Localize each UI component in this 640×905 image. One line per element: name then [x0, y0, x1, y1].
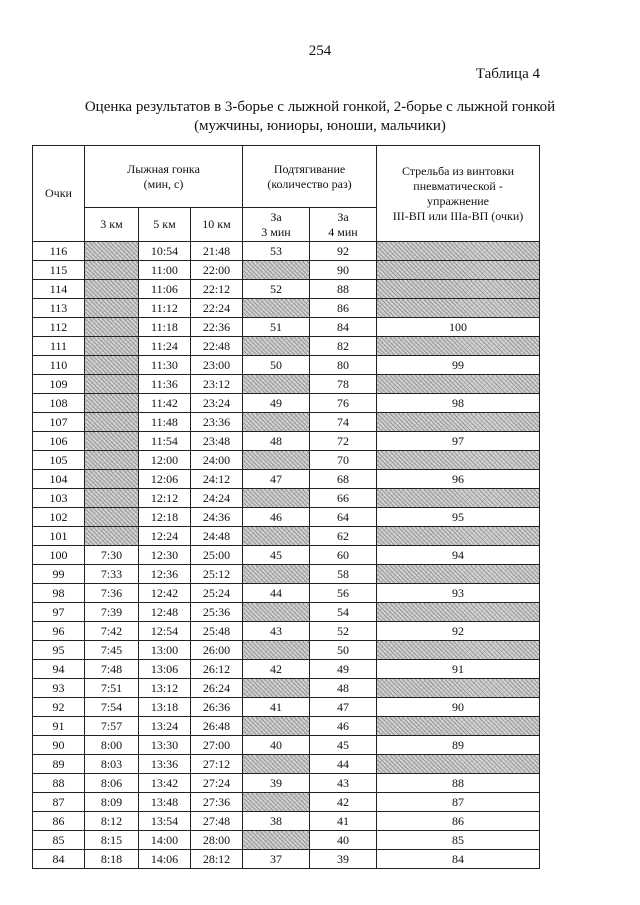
cell-pullups-3min: 53: [243, 242, 310, 261]
cell-ski-5km: 11:36: [139, 375, 191, 394]
cell-ski-10km: 24:48: [191, 527, 243, 546]
cell-points: 107: [33, 413, 85, 432]
cell-shooting: [377, 565, 540, 584]
table-row: [33, 413, 540, 432]
header-pullups-4min: [310, 208, 377, 242]
table-row: [33, 679, 540, 698]
table-row: [33, 774, 540, 793]
table-row: [33, 318, 540, 337]
cell-ski-5km: 13:36: [139, 755, 191, 774]
cell-ski-10km: 27:12: [191, 755, 243, 774]
cell-ski-3km: 8:09: [85, 793, 139, 812]
cell-shooting: 89: [377, 736, 540, 755]
cell-pullups-3min: [243, 603, 310, 622]
cell-pullups-4min: 82: [310, 337, 377, 356]
cell-pullups-3min: 41: [243, 698, 310, 717]
cell-points: 97: [33, 603, 85, 622]
cell-ski-3km: 7:36: [85, 584, 139, 603]
cell-pullups-3min: 39: [243, 774, 310, 793]
cell-ski-3km: 7:42: [85, 622, 139, 641]
header-pullups-line1: Подтягивание: [273, 161, 346, 176]
cell-ski-5km: 11:24: [139, 337, 191, 356]
cell-pullups-3min: 42: [243, 660, 310, 679]
cell-ski-3km: [85, 356, 139, 375]
cell-ski-10km: 28:12: [191, 850, 243, 869]
cell-pullups-4min: 72: [310, 432, 377, 451]
table-row: [33, 489, 540, 508]
cell-pullups-3min: 38: [243, 812, 310, 831]
cell-pullups-3min: [243, 527, 310, 546]
cell-pullups-4min: 41: [310, 812, 377, 831]
cell-pullups-3min: 49: [243, 394, 310, 413]
cell-pullups-4min: 56: [310, 584, 377, 603]
cell-ski-5km: 11:30: [139, 356, 191, 375]
cell-ski-10km: 28:00: [191, 831, 243, 850]
table-row: [33, 622, 540, 641]
cell-shooting: [377, 489, 540, 508]
table-row: [33, 375, 540, 394]
cell-pullups-4min: 74: [310, 413, 377, 432]
cell-ski-3km: [85, 489, 139, 508]
cell-pullups-3min: 44: [243, 584, 310, 603]
cell-ski-5km: 13:30: [139, 736, 191, 755]
cell-ski-10km: 25:00: [191, 546, 243, 565]
cell-points: 91: [33, 717, 85, 736]
cell-pullups-4min: 43: [310, 774, 377, 793]
cell-ski-5km: 12:24: [139, 527, 191, 546]
cell-pullups-3min: 47: [243, 470, 310, 489]
table-row: [33, 755, 540, 774]
table-row: [33, 394, 540, 413]
cell-pullups-3min: [243, 831, 310, 850]
cell-shooting: 87: [377, 793, 540, 812]
table-row: [33, 242, 540, 261]
table-row: [33, 470, 540, 489]
cell-ski-10km: 26:12: [191, 660, 243, 679]
cell-shooting: 90: [377, 698, 540, 717]
cell-ski-5km: 12:30: [139, 546, 191, 565]
cell-pullups-4min: 47: [310, 698, 377, 717]
cell-ski-5km: 13:12: [139, 679, 191, 698]
cell-ski-3km: [85, 242, 139, 261]
cell-shooting: [377, 280, 540, 299]
cell-points: 94: [33, 660, 85, 679]
cell-ski-3km: [85, 280, 139, 299]
cell-ski-10km: 25:48: [191, 622, 243, 641]
page-number: 254: [308, 43, 332, 59]
cell-ski-3km: 8:03: [85, 755, 139, 774]
cell-shooting: 88: [377, 774, 540, 793]
cell-ski-3km: 8:15: [85, 831, 139, 850]
cell-points: 102: [33, 508, 85, 527]
cell-points: 113: [33, 299, 85, 318]
table-row: [33, 299, 540, 318]
cell-pullups-3min: 51: [243, 318, 310, 337]
cell-pullups-4min: 48: [310, 679, 377, 698]
cell-ski-3km: 8:00: [85, 736, 139, 755]
cell-ski-10km: 27:00: [191, 736, 243, 755]
cell-shooting: 92: [377, 622, 540, 641]
cell-ski-5km: 13:42: [139, 774, 191, 793]
cell-ski-3km: 8:12: [85, 812, 139, 831]
cell-pullups-4min: 42: [310, 793, 377, 812]
cell-points: 96: [33, 622, 85, 641]
cell-points: 95: [33, 641, 85, 660]
header-pullups-4min-line1: За: [337, 209, 349, 224]
cell-shooting: [377, 337, 540, 356]
cell-points: 88: [33, 774, 85, 793]
header-shooting: [377, 146, 540, 242]
cell-ski-10km: 23:36: [191, 413, 243, 432]
cell-ski-10km: 24:24: [191, 489, 243, 508]
table-row: [33, 831, 540, 850]
cell-points: 90: [33, 736, 85, 755]
cell-ski-5km: 11:12: [139, 299, 191, 318]
cell-pullups-3min: 48: [243, 432, 310, 451]
cell-pullups-4min: 66: [310, 489, 377, 508]
cell-points: 108: [33, 394, 85, 413]
cell-pullups-4min: 88: [310, 280, 377, 299]
cell-pullups-3min: [243, 337, 310, 356]
cell-ski-3km: [85, 470, 139, 489]
cell-ski-5km: 12:48: [139, 603, 191, 622]
header-ski-race-line2: (мин, с): [143, 176, 184, 191]
cell-points: 104: [33, 470, 85, 489]
cell-ski-10km: 23:48: [191, 432, 243, 451]
results-table: [32, 145, 540, 869]
cell-ski-5km: 11:18: [139, 318, 191, 337]
cell-ski-3km: 8:06: [85, 774, 139, 793]
cell-shooting: [377, 242, 540, 261]
cell-pullups-3min: [243, 565, 310, 584]
table-title: [0, 98, 640, 136]
cell-ski-3km: [85, 299, 139, 318]
cell-shooting: [377, 603, 540, 622]
cell-shooting: [377, 413, 540, 432]
cell-pullups-4min: 40: [310, 831, 377, 850]
cell-shooting: 84: [377, 850, 540, 869]
cell-pullups-4min: 80: [310, 356, 377, 375]
cell-ski-5km: 12:18: [139, 508, 191, 527]
cell-shooting: 99: [377, 356, 540, 375]
cell-ski-10km: 23:00: [191, 356, 243, 375]
cell-pullups-3min: [243, 489, 310, 508]
header-shooting-line1: Стрельба из винтовки: [401, 163, 515, 178]
header-ski-race-line1: Лыжная гонка: [127, 161, 200, 176]
cell-ski-3km: [85, 318, 139, 337]
table-row: [33, 261, 540, 280]
cell-ski-3km: [85, 432, 139, 451]
cell-pullups-3min: [243, 755, 310, 774]
cell-ski-10km: 22:24: [191, 299, 243, 318]
cell-points: 100: [33, 546, 85, 565]
cell-shooting: 86: [377, 812, 540, 831]
cell-pullups-4min: 64: [310, 508, 377, 527]
cell-pullups-3min: [243, 717, 310, 736]
table-row: [33, 584, 540, 603]
header-pullups: [243, 146, 377, 208]
cell-ski-3km: [85, 527, 139, 546]
cell-pullups-4min: 68: [310, 470, 377, 489]
results-body: [33, 242, 540, 869]
cell-ski-5km: 13:06: [139, 660, 191, 679]
cell-pullups-4min: 70: [310, 451, 377, 470]
table-row: [33, 717, 540, 736]
cell-shooting: 94: [377, 546, 540, 565]
cell-shooting: [377, 261, 540, 280]
header-ski-3km: 3 км: [85, 208, 139, 242]
cell-ski-3km: 7:30: [85, 546, 139, 565]
header-pullups-line2: (количество раз): [267, 176, 352, 191]
cell-points: 103: [33, 489, 85, 508]
table-row: [33, 660, 540, 679]
cell-ski-5km: 13:00: [139, 641, 191, 660]
cell-points: 89: [33, 755, 85, 774]
table-title-line1: Оценка результатов в 3-борье с лыжной гонкой, 2-борье с лыжной гонкой: [84, 99, 556, 115]
cell-pullups-4min: 76: [310, 394, 377, 413]
cell-ski-10km: 26:24: [191, 679, 243, 698]
cell-points: 93: [33, 679, 85, 698]
cell-ski-10km: 25:24: [191, 584, 243, 603]
cell-ski-5km: 11:06: [139, 280, 191, 299]
cell-shooting: [377, 299, 540, 318]
cell-ski-10km: 25:36: [191, 603, 243, 622]
cell-points: 114: [33, 280, 85, 299]
cell-shooting: [377, 641, 540, 660]
cell-shooting: 96: [377, 470, 540, 489]
header-ski-race: [85, 146, 243, 208]
cell-shooting: [377, 527, 540, 546]
cell-ski-5km: 12:06: [139, 470, 191, 489]
cell-pullups-4min: 84: [310, 318, 377, 337]
cell-ski-5km: 11:42: [139, 394, 191, 413]
cell-pullups-3min: 40: [243, 736, 310, 755]
cell-ski-5km: 10:54: [139, 242, 191, 261]
cell-ski-3km: 7:33: [85, 565, 139, 584]
header-pullups-3min: [243, 208, 310, 242]
cell-points: 85: [33, 831, 85, 850]
cell-points: 105: [33, 451, 85, 470]
table-row: [33, 508, 540, 527]
cell-ski-5km: 13:48: [139, 793, 191, 812]
cell-pullups-4min: 39: [310, 850, 377, 869]
cell-ski-3km: [85, 375, 139, 394]
cell-ski-10km: 24:36: [191, 508, 243, 527]
cell-ski-3km: 7:48: [85, 660, 139, 679]
cell-ski-10km: 22:00: [191, 261, 243, 280]
cell-ski-3km: [85, 451, 139, 470]
cell-points: 101: [33, 527, 85, 546]
header-shooting-line4: III-ВП или IIIа-ВП (очки): [392, 208, 524, 223]
cell-ski-5km: 12:42: [139, 584, 191, 603]
cell-shooting: [377, 679, 540, 698]
table-row: [33, 698, 540, 717]
cell-shooting: [377, 717, 540, 736]
cell-ski-3km: 7:57: [85, 717, 139, 736]
cell-pullups-3min: [243, 451, 310, 470]
cell-pullups-4min: 90: [310, 261, 377, 280]
cell-shooting: 97: [377, 432, 540, 451]
cell-pullups-3min: [243, 261, 310, 280]
cell-pullups-3min: [243, 375, 310, 394]
cell-ski-5km: 12:00: [139, 451, 191, 470]
cell-points: 84: [33, 850, 85, 869]
cell-ski-3km: 8:18: [85, 850, 139, 869]
cell-pullups-4min: 52: [310, 622, 377, 641]
table-row: [33, 641, 540, 660]
cell-ski-10km: 24:00: [191, 451, 243, 470]
cell-ski-5km: 14:06: [139, 850, 191, 869]
header-shooting-line2: пневматической -: [413, 178, 503, 193]
cell-pullups-3min: [243, 679, 310, 698]
cell-ski-5km: 11:54: [139, 432, 191, 451]
cell-ski-10km: 27:36: [191, 793, 243, 812]
table-row: [33, 356, 540, 375]
cell-ski-10km: 27:48: [191, 812, 243, 831]
cell-pullups-3min: 50: [243, 356, 310, 375]
cell-pullups-4min: 44: [310, 755, 377, 774]
cell-points: 86: [33, 812, 85, 831]
cell-ski-3km: [85, 337, 139, 356]
cell-pullups-3min: 46: [243, 508, 310, 527]
cell-ski-5km: 12:12: [139, 489, 191, 508]
header-points: Очки: [33, 146, 85, 242]
cell-ski-3km: 7:51: [85, 679, 139, 698]
cell-ski-3km: [85, 413, 139, 432]
cell-pullups-4min: 50: [310, 641, 377, 660]
cell-ski-10km: 22:36: [191, 318, 243, 337]
header-pullups-4min-line2: 4 мин: [328, 224, 358, 239]
cell-ski-5km: 13:18: [139, 698, 191, 717]
table-row: [33, 565, 540, 584]
cell-ski-5km: 13:24: [139, 717, 191, 736]
cell-ski-10km: 23:12: [191, 375, 243, 394]
cell-shooting: 98: [377, 394, 540, 413]
cell-ski-10km: 27:24: [191, 774, 243, 793]
cell-shooting: [377, 755, 540, 774]
cell-pullups-4min: 45: [310, 736, 377, 755]
header-pullups-3min-line2: 3 мин: [261, 224, 291, 239]
cell-shooting: 93: [377, 584, 540, 603]
cell-pullups-4min: 60: [310, 546, 377, 565]
table-row: [33, 793, 540, 812]
cell-points: 110: [33, 356, 85, 375]
cell-shooting: [377, 375, 540, 394]
cell-shooting: 95: [377, 508, 540, 527]
cell-pullups-3min: [243, 299, 310, 318]
cell-pullups-3min: [243, 641, 310, 660]
table-row: [33, 546, 540, 565]
cell-ski-10km: 22:48: [191, 337, 243, 356]
cell-points: 116: [33, 242, 85, 261]
header-pullups-3min-line1: За: [270, 209, 282, 224]
cell-pullups-3min: 52: [243, 280, 310, 299]
cell-ski-5km: 14:00: [139, 831, 191, 850]
table-row: [33, 603, 540, 622]
cell-points: 99: [33, 565, 85, 584]
header-shooting-line3: упражнение: [427, 193, 489, 208]
cell-points: 115: [33, 261, 85, 280]
cell-pullups-3min: 37: [243, 850, 310, 869]
cell-shooting: [377, 451, 540, 470]
cell-ski-10km: 26:48: [191, 717, 243, 736]
table-row: [33, 280, 540, 299]
cell-points: 92: [33, 698, 85, 717]
cell-points: 112: [33, 318, 85, 337]
table-row: [33, 736, 540, 755]
cell-pullups-4min: 54: [310, 603, 377, 622]
cell-ski-5km: 13:54: [139, 812, 191, 831]
cell-pullups-4min: 49: [310, 660, 377, 679]
cell-ski-10km: 26:36: [191, 698, 243, 717]
cell-ski-10km: 25:12: [191, 565, 243, 584]
table-row: [33, 812, 540, 831]
cell-ski-10km: 21:48: [191, 242, 243, 261]
cell-ski-10km: 24:12: [191, 470, 243, 489]
cell-ski-5km: 11:48: [139, 413, 191, 432]
cell-ski-3km: [85, 508, 139, 527]
table-row: [33, 451, 540, 470]
cell-points: 109: [33, 375, 85, 394]
header-ski-10km: 10 км: [191, 208, 243, 242]
table-title-line2: (мужчины, юниоры, юноши, мальчики): [194, 118, 446, 134]
cell-ski-3km: 7:45: [85, 641, 139, 660]
cell-points: 111: [33, 337, 85, 356]
table-label: Таблица 4: [475, 66, 540, 82]
cell-pullups-4min: 58: [310, 565, 377, 584]
cell-pullups-4min: 92: [310, 242, 377, 261]
table-row: [33, 432, 540, 451]
cell-ski-10km: 23:24: [191, 394, 243, 413]
cell-ski-10km: 26:00: [191, 641, 243, 660]
table-row: [33, 527, 540, 546]
cell-ski-5km: 12:54: [139, 622, 191, 641]
cell-pullups-3min: 45: [243, 546, 310, 565]
cell-points: 106: [33, 432, 85, 451]
cell-shooting: 91: [377, 660, 540, 679]
cell-pullups-4min: 86: [310, 299, 377, 318]
cell-points: 87: [33, 793, 85, 812]
cell-ski-3km: 7:39: [85, 603, 139, 622]
cell-pullups-3min: [243, 413, 310, 432]
cell-ski-3km: [85, 394, 139, 413]
cell-pullups-4min: 46: [310, 717, 377, 736]
cell-shooting: 85: [377, 831, 540, 850]
cell-ski-5km: 11:00: [139, 261, 191, 280]
cell-pullups-3min: [243, 793, 310, 812]
cell-ski-3km: [85, 261, 139, 280]
cell-ski-5km: 12:36: [139, 565, 191, 584]
cell-pullups-4min: 78: [310, 375, 377, 394]
table-row: [33, 337, 540, 356]
cell-points: 98: [33, 584, 85, 603]
cell-pullups-4min: 62: [310, 527, 377, 546]
cell-shooting: 100: [377, 318, 540, 337]
table-row: [33, 850, 540, 869]
cell-ski-10km: 22:12: [191, 280, 243, 299]
cell-pullups-3min: 43: [243, 622, 310, 641]
cell-ski-3km: 7:54: [85, 698, 139, 717]
header-ski-5km: 5 км: [139, 208, 191, 242]
